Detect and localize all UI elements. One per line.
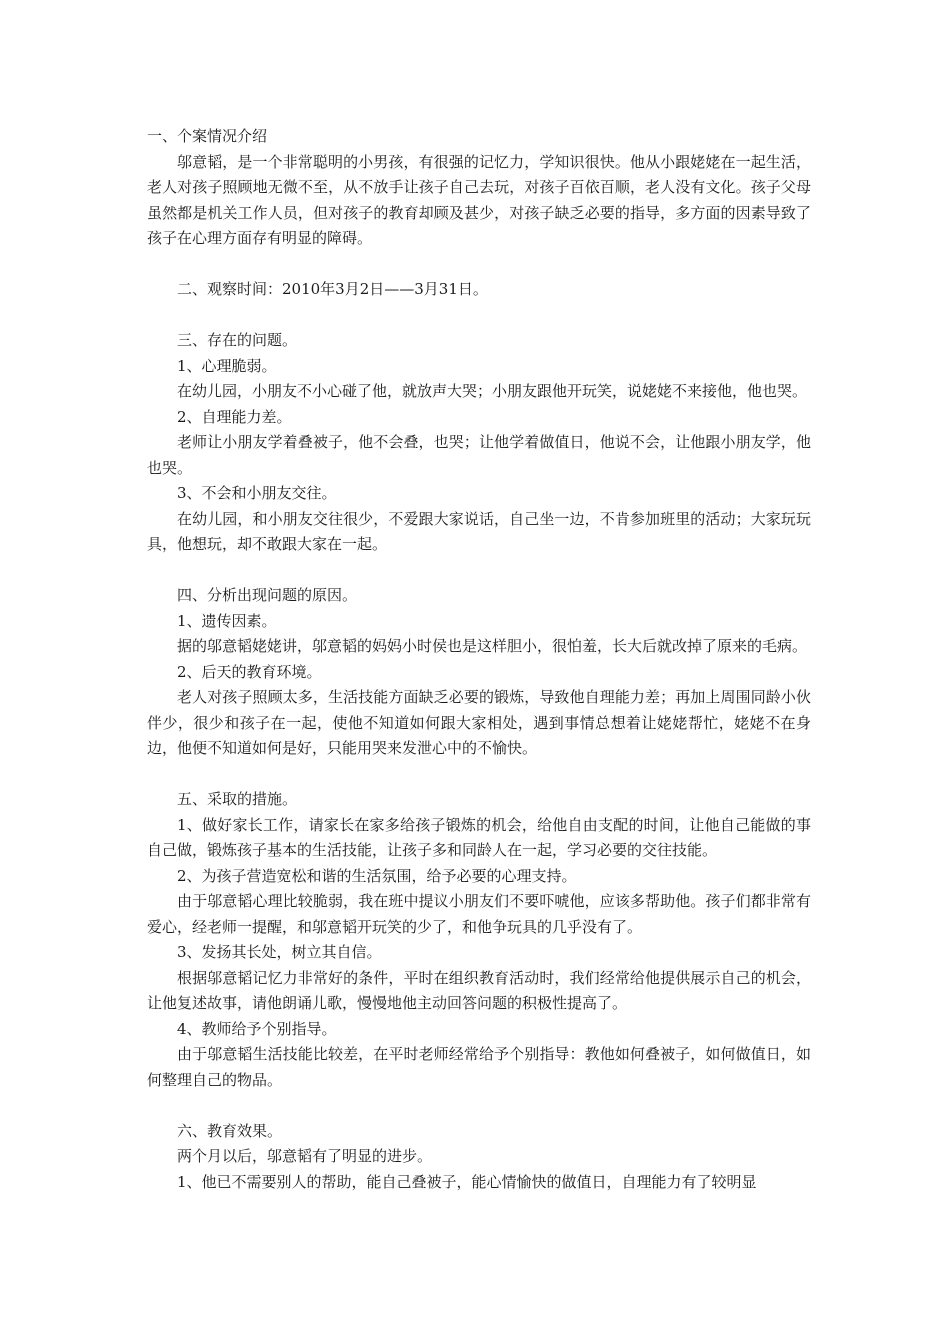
- section-heading-problems: 三、存在的问题。: [177, 331, 298, 349]
- section-heading-measures: 五、采取的措施。: [177, 790, 298, 808]
- spacer: [147, 252, 811, 278]
- spacer: [147, 303, 811, 329]
- document-page: [147, 124, 811, 1195]
- measure-item-4-title: 4、教师给予个别指导。: [177, 1019, 337, 1038]
- section-heading-observation-time: 二、观察时间：2010年3月2日——3月31日。: [177, 280, 488, 298]
- effects-intro: 两个月以后，邬意韬有了明显的进步。: [177, 1147, 433, 1165]
- problem-item-3-text: 在幼儿园，和小朋友交往很少，不爱跟大家说话，自己坐一边，不肯参加班里的活动；大家玩玩具，他想玩，却不敢跟大家在一起。: [147, 509, 811, 553]
- measure-item-2-text: 由于邬意韬心理比较脆弱，我在班中提议小朋友们不要吓唬他，应该多帮助他。孩子们都非常有爱心，经老师一提醒，和邬意韬开玩笑的少了，和他争玩具的几乎没有了。: [147, 892, 811, 936]
- cause-item-1-text: 据的邬意韬姥姥讲，邬意韬的妈妈小时侯也是这样胆小，很怕羞，长大后就改掉了原来的毛病。: [177, 637, 808, 655]
- cause-item-1-title: 1、遗传因素。: [177, 611, 277, 630]
- measure-item-2-title: 2、为孩子营造宽松和谐的生活氛围，给予必要的心理支持。: [177, 866, 577, 885]
- measure-item-3-title: 3、发扬其长处，树立其自信。: [177, 943, 382, 961]
- measure-item-4-text: 由于邬意韬生活技能比较差，在平时老师经常给予个别指导：教他如何叠被子，如何做值日，如何整理自己的物品。: [147, 1045, 811, 1089]
- section-heading-case-intro: 一、个案情况介绍: [147, 127, 268, 145]
- spacer: [147, 762, 811, 788]
- case-intro-paragraph: 邬意韬，是一个非常聪明的小男孩，有很强的记忆力，学知识很快。他从小跟姥姥在一起生活，老人对孩子照顾地无微不至，从不放手让孩子自己去玩，对孩子百依百顺，老人没有文化。孩子父母虽然都是机关工作人员，但对孩子的教育却顾及甚少，对孩子缺乏必要的指导，多方面的因素导致了孩子在心理方面存有明显的障碍。: [147, 152, 811, 247]
- cause-item-2-text: 老人对孩子照顾太多，生活技能方面缺乏必要的锻炼，导致他自理能力差；再加上周围同龄小伙伴少，很少和孩子在一起，使他不知道如何跟大家相处，遇到事情总想着让姥姥帮忙，姥姥不在身边，他便不知道如何是好，只能用哭来发泄心中的不愉快。: [147, 688, 811, 757]
- spacer: [147, 1093, 811, 1119]
- cause-item-2-title: 2、后天的教育环境。: [177, 662, 322, 681]
- measure-item-1-text: 1、做好家长工作，请家长在家多给孩子锻炼的机会，给他自由支配的时间，让他自己能做的事自己做，锻炼孩子基本的生活技能，让孩子多和同龄人在一起，学习必要的交往技能。: [147, 815, 811, 859]
- effect-item-1-text: 1、他已不需要别人的帮助，能自己叠被子，能心情愉快的做值日，自理能力有了较明显: [177, 1172, 757, 1191]
- measure-item-3-text: 根据邬意韬记忆力非常好的条件，平时在组织教育活动时，我们经常给他提供展示自己的机会，让他复述故事，请他朗诵儿歌，慢慢地他主动回答问题的积极性提高了。: [147, 968, 811, 1012]
- spacer: [147, 558, 811, 584]
- section-heading-causes: 四、分析出现问题的原因。: [177, 586, 358, 604]
- section-heading-effects: 六、教育效果。: [177, 1121, 283, 1140]
- problem-item-3-title: 3、不会和小朋友交往。: [177, 484, 337, 502]
- problem-item-1-title: 1、心理脆弱。: [177, 356, 277, 375]
- problem-item-2-title: 2、自理能力差。: [177, 407, 292, 426]
- problem-item-1-text: 在幼儿园，小朋友不小心碰了他，就放声大哭；小朋友跟他开玩笑，说姥姥不来接他，他也哭。: [177, 382, 808, 400]
- problem-item-2-text: 老师让小朋友学着叠被子，他不会叠，也哭；让他学着做值日，他说不会，让他跟小朋友学，他也哭。: [147, 433, 811, 477]
